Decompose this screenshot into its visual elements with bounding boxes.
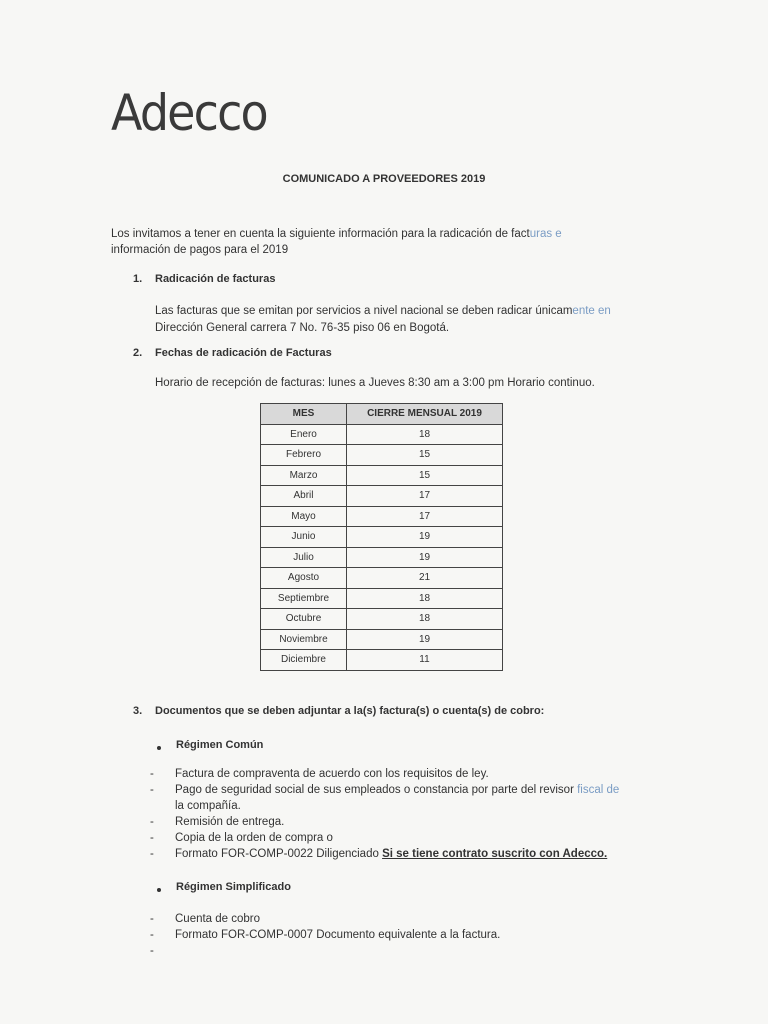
- list-item: - Cuenta de cobro: [150, 913, 261, 925]
- day-cell: 17: [347, 506, 503, 527]
- list-item-text-cont: la compañía.: [175, 800, 241, 812]
- day-cell: 18: [347, 609, 503, 630]
- intro-paragraph: [111, 226, 656, 258]
- month-cell: Enero: [261, 424, 347, 445]
- month-cell: Abril: [261, 486, 347, 507]
- table-row: [261, 506, 503, 527]
- day-cell: 19: [347, 547, 503, 568]
- table-header-row: [261, 404, 503, 425]
- intro-text: Los invitamos a tener en cuenta la siguiente información para la radicación de fact: [111, 228, 530, 240]
- section1-line2: Dirección General carrera 7 No. 76-35 piso 06 en Bogotá.: [155, 322, 450, 334]
- list-item-text: Formato FOR-COMP-0007 Documento equivalente a la factura.: [175, 929, 501, 941]
- adecco-logo: Adecco: [111, 84, 267, 142]
- list-item-text: Copia de la orden de compra o: [175, 832, 333, 844]
- table-row: [261, 650, 503, 671]
- list-item: - Formato FOR-COMP-0022 Diligenciado Si se tiene contrato suscrito con Adecco.: [150, 848, 608, 860]
- month-cell: Octubre: [261, 609, 347, 630]
- bullet-dot: [157, 888, 161, 892]
- section1-number: 1.: [133, 273, 143, 285]
- regimen-simplificado-list: - Cuenta de cobro - Formato FOR-COMP-0007 Documento equivalente a la factura. -: [150, 911, 660, 943]
- table-row: [261, 588, 503, 609]
- list-item-text: Cuenta de cobro: [175, 913, 261, 925]
- table-row: [261, 486, 503, 507]
- section2-title: Fechas de radicación de Facturas: [155, 347, 332, 359]
- month-cell: Febrero: [261, 445, 347, 466]
- day-cell: 19: [347, 527, 503, 548]
- month-cell: Junio: [261, 527, 347, 548]
- list-item: - Factura de compraventa de acuerdo con los requisitos de ley.: [150, 768, 489, 780]
- regimen-comun-heading: Régimen Común: [176, 739, 264, 751]
- list-item-text: Formato FOR-COMP-0022 Diligenciado: [175, 848, 379, 860]
- month-cell: Agosto: [261, 568, 347, 589]
- table-row: [261, 629, 503, 650]
- day-cell: 15: [347, 465, 503, 486]
- month-cell: Julio: [261, 547, 347, 568]
- day-cell: 11: [347, 650, 503, 671]
- cierre-table: [260, 403, 503, 671]
- contract-note: Si se tiene contrato suscrito con Adecco.: [382, 848, 608, 860]
- section1-paragraph: [155, 303, 660, 337]
- table-row: [261, 547, 503, 568]
- table-row: [261, 465, 503, 486]
- table-row: [261, 568, 503, 589]
- day-cell: 19: [347, 629, 503, 650]
- day-cell: 21: [347, 568, 503, 589]
- list-item-text: Factura de compraventa de acuerdo con los requisitos de ley.: [175, 768, 489, 780]
- section3-number: 3.: [133, 705, 143, 717]
- list-item: - Remisión de entrega.: [150, 816, 285, 828]
- regimen-comun-list: [150, 766, 660, 862]
- intro-text-faded: uras e: [529, 228, 562, 240]
- list-item-text: Pago de seguridad social de sus empleados o constancia por parte del revisor: [175, 784, 574, 796]
- list-item: - Formato FOR-COMP-0007 Documento equivalente a la factura.: [150, 929, 501, 941]
- header-mes: MES: [261, 404, 347, 425]
- section1-line1-faded: ente en: [572, 305, 611, 317]
- header-cierre: CIERRE MENSUAL 2019: [347, 404, 503, 425]
- list-item-text: Remisión de entrega.: [175, 816, 285, 828]
- month-cell: Mayo: [261, 506, 347, 527]
- table-row: [261, 609, 503, 630]
- intro-text-line2: información de pagos para el 2019: [111, 244, 289, 256]
- day-cell: 18: [347, 424, 503, 445]
- schedule-text: Horario de recepción de facturas: lunes a Jueves 8:30 am a 3:00 pm Horario continuo.: [155, 377, 595, 389]
- month-cell: Diciembre: [261, 650, 347, 671]
- day-cell: 17: [347, 486, 503, 507]
- section1-line1: Las facturas que se emitan por servicios a nivel nacional se deben radicar únicam: [155, 305, 573, 317]
- month-cell: Septiembre: [261, 588, 347, 609]
- month-cell: Marzo: [261, 465, 347, 486]
- table-row: [261, 445, 503, 466]
- list-item: - Copia de la orden de compra o: [150, 832, 333, 844]
- bullet-dot: [157, 746, 161, 750]
- section3-title: Documentos que se deben adjuntar a la(s) factura(s) o cuenta(s) de cobro:: [155, 705, 545, 717]
- page-title: COMUNICADO A PROVEEDORES 2019: [282, 173, 486, 185]
- list-item: - Pago de seguridad social de sus empleados o constancia por parte del revisor fiscal de la compañía.: [150, 784, 620, 812]
- table-row: [261, 527, 503, 548]
- section2-number: 2.: [133, 347, 143, 359]
- table-row: [261, 424, 503, 445]
- list-item-text-faded: fiscal de: [577, 784, 620, 796]
- regimen-simplificado-heading: Régimen Simplificado: [176, 881, 291, 893]
- day-cell: 15: [347, 445, 503, 466]
- day-cell: 18: [347, 588, 503, 609]
- month-cell: Noviembre: [261, 629, 347, 650]
- section1-title: Radicación de facturas: [155, 273, 276, 285]
